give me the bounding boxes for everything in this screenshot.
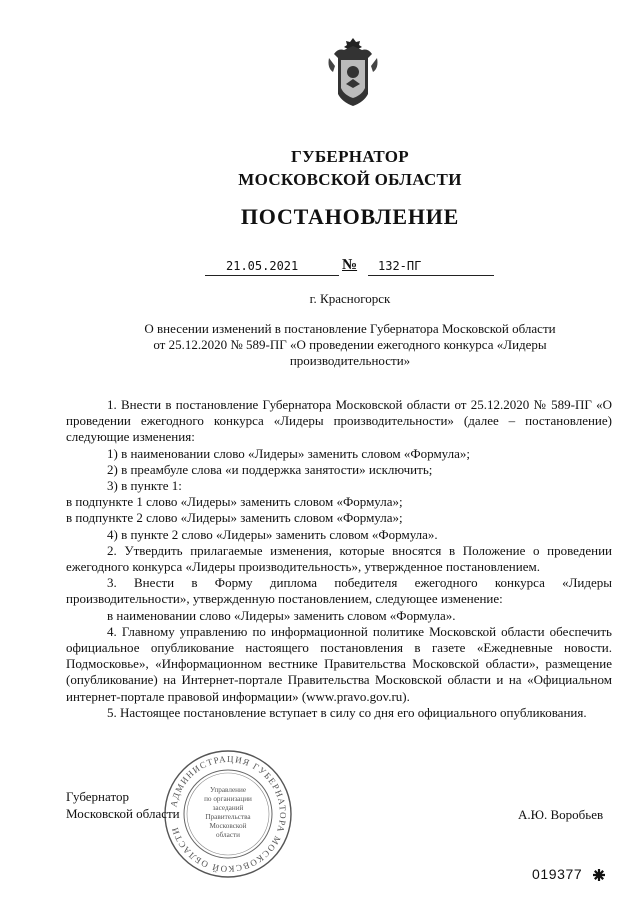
paragraph-1-item-3b: в подпункте 2 слово «Лидеры» заменить словом «Формула»; [66,510,403,526]
document-body [66,397,612,721]
asterisk-icon [592,868,606,882]
document-date: 21.05.2021 [226,259,299,273]
stamp-center-line: заседаний [212,804,244,812]
stamp-ring-text: АДМИНИСТРАЦИЯ ГУБЕРНАТОРА МОСКОВСКОЙ ОБЛАСТИ [168,753,289,875]
subject-line: О внесении изменений в постановление Губернатора Московской области [144,321,556,336]
stamp-center-line: Московской [209,822,247,830]
paragraph-1-item-1: 1) в наименовании слово «Лидеры» заменить словом «Формула»; [107,445,470,461]
paragraph-4: 4. Главному управлению по информационной политике Московской области обеспечить официальное опубликование настоящего постановления в газете «Ежедневные новости. Подмосковье», «Информационном вестнике Правительства Московской области», размещение (опубликование) на Интернет-портале Правительства Московской области и на «Официальном интернет-портале правовой информации» (www.pravo.gov.ru). [66,623,612,704]
city: г. Красногорск [309,291,391,306]
coat-of-arms-icon [326,36,380,108]
serial-number: 019377 [532,866,583,882]
signatory-title-line1: Губернатор [66,789,129,804]
document-subject [100,321,600,369]
paragraph-2: 2. Утвердить прилагаемые изменения, которые вносятся в Положение о проведении ежегодного конкурса «Лидеры производительность», утвержденное постановлением. [66,542,612,575]
stamp-center-line: по организации [204,795,252,803]
document-type: ПОСТАНОВЛЕНИЕ [240,204,460,229]
stamp-center-line: Управление [209,786,247,794]
issuer-line1: ГУБЕРНАТОР [291,147,409,166]
paragraph-1-item-4: 4) в пункте 2 слово «Лидеры» заменить словом «Формула». [107,526,438,542]
document-number: 132-ПГ [378,259,422,273]
subject-line: от 25.12.2020 № 589-ПГ «О проведении ежегодного конкурса «Лидеры [153,337,547,352]
signatory-title [66,788,180,822]
paragraph-5: 5. Настоящее постановление вступает в силу со дня его официального опубликования. [107,704,587,720]
subject-line: производительности» [289,353,411,368]
paragraph-3-item-1: в наименовании слово «Лидеры» заменить словом «Формула». [107,607,456,623]
signatory-title-line2: Московской области [66,806,180,821]
paragraph-1-item-3: 3) в пункте 1: [107,478,182,494]
stamp-center-line: Правительства [205,813,251,821]
stamp-seal [162,748,294,880]
paragraph-1-item-3a: в подпункте 1 слово «Лидеры» заменить словом «Формула»; [66,494,403,510]
paragraph-1: 1. Внести в постановление Губернатора Московской области от 25.12.2020 № 589-ПГ «О проведении ежегодного конкурса «Лидеры производительности» (далее – постановление) следующие изменения: [66,397,612,445]
stamp-center-line: области [215,831,241,839]
signatory-name: А.Ю. Воробьев [518,807,604,822]
paragraph-3: 3. Внести в Форму диплома победителя ежегодного конкурса «Лидеры производительности», утвержденную постановлением, следующее изменение: [66,575,612,607]
paragraph-1-item-2: 2) в преамбуле слова «и поддержка занятости» исключить; [107,461,433,477]
number-label: № [342,257,358,273]
issuer-line2: МОСКОВСКОЙ ОБЛАСТИ [238,170,462,189]
